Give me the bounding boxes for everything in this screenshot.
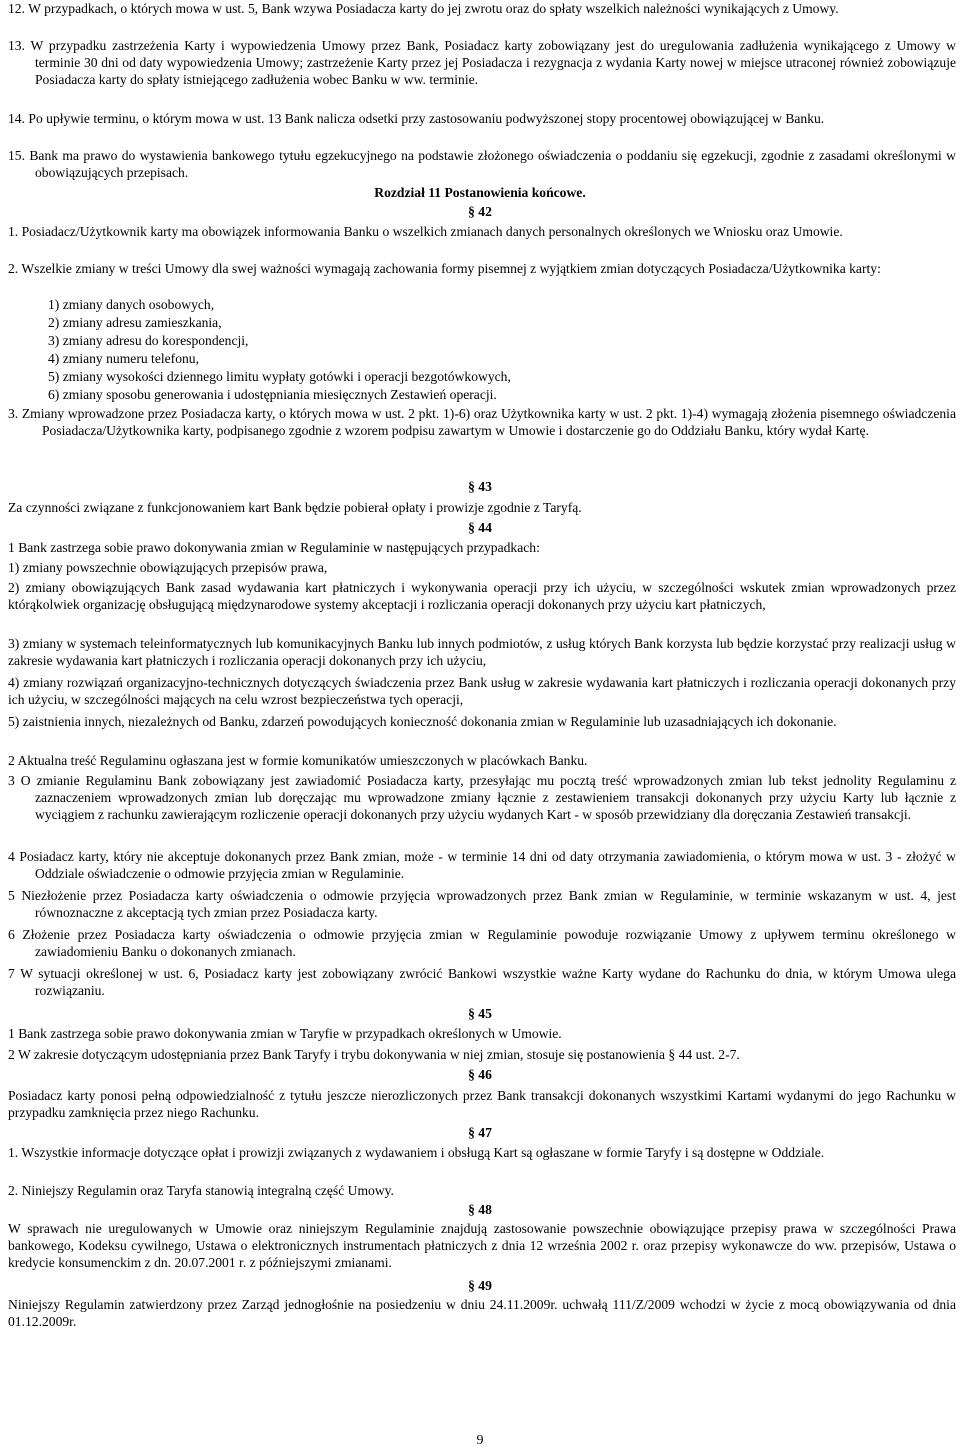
section-48-text: W sprawach nie uregulowanych w Umowie oraz niniejszym Regulaminie znajdują zastosowanie powszechnie obowiązujące przepisy prawa w szczególności Prawa bankowego, Kodeksu cywilnego, Ustawa o elektronicznych instrumentach płatniczych z dnia 12 września 2002 r. oraz przepisy wykonawcze do ww. przepisów, Ustawa o kredycie konsumenckim z dn. 20.07.2001 r. z późniejszymi zmianami. (8, 1221, 956, 1271)
section-44-point-3: 3 O zmianie Regulaminu Bank zobowiązany jest zawiadomić Posiadacza karty, przesyłając mu pocztą treść wprowadzonych zmian lub tekst jednolity Regulaminu z zaznaczeniem wprowadzonych zmian lub doręczając mu wprowadzone zmiany łącznie z zestawieniem transakcji dokonanych przy użyciu Karty lub łącznie z wyciągiem z rachunku zawierającym rozliczenie operacji dokonanych przy użyciu wydanych Kart - w sposób przewidziany dla doręczania Zestawień transakcji. (8, 773, 956, 823)
section-44-point-2: 2 Aktualna treść Regulaminu ogłaszana jest w formie komunikatów umieszczonych w placówkach Banku. (8, 753, 588, 768)
section-44-point-5: 5 Niezłożenie przez Posiadacza karty oświadczenia o odmowie przyjęcia wprowadzonych przez Bank zmian w Regulaminie, w terminie wskazanym w ust. 4, jest równoznaczne z akceptacją tych zmian przez Posiadacza karty. (8, 888, 956, 921)
list-item: 5) zmiany wysokości dziennego limitu wypłaty gotówki i operacji bezgotówkowych, (48, 369, 511, 384)
paragraph-12: 12. W przypadkach, o których mowa w ust. 5, Bank wzywa Posiadacza karty do jej zwrotu oraz do spłaty wszelkich należności wynikających z Umowy. (8, 1, 839, 16)
section-47-point-2: 2. Niniejszy Regulamin oraz Taryfa stanowią integralną część Umowy. (8, 1183, 394, 1198)
list-item: 2) zmiany adresu zamieszkania, (48, 315, 222, 330)
section-43-text: Za czynności związane z funkcjonowaniem kart Bank będzie pobierał opłaty i prowizje zgodnie z Taryfą. (8, 500, 582, 515)
paragraph-15: 15. Bank ma prawo do wystawienia bankowego tytułu egzekucyjnego na podstawie złożonego oświadczenia o poddaniu się egzekucji, zgodnie z zasadami określonymi w obowiązujących przepisach. (8, 148, 956, 181)
section-49-heading: § 49 (468, 1278, 492, 1293)
section-45-heading: § 45 (468, 1006, 492, 1021)
section-44-item-5: 5) zaistnienia innych, niezależnych od Banku, zdarzeń powodujących konieczność dokonania zmian w Regulaminie lub uzasadniających ich dokonanie. (8, 714, 837, 729)
section-44-point-4: 4 Posiadacz karty, który nie akceptuje dokonanych przez Bank zmian, może - w terminie 14 dni od daty otrzymania zawiadomienia, o którym mowa w ust. 3 - złożyć w Oddziale oświadczenie o odmowie przyjęcia zmian w Regulaminie. (8, 849, 956, 882)
section-42-point-1: 1. Posiadacz/Użytkownik karty ma obowiązek informowania Banku o wszelkich zmianach danych personalnych określonych we Wniosku oraz Umowie. (8, 224, 843, 239)
list-item: 4) zmiany numeru telefonu, (48, 351, 199, 366)
section-47-heading: § 47 (468, 1125, 492, 1140)
section-43-heading: § 43 (468, 479, 492, 494)
paragraph-14: 14. Po upływie terminu, o którym mowa w ust. 13 Bank nalicza odsetki przy zastosowaniu podwyższonej stopy procentowej obowiązującej w Banku. (8, 111, 825, 126)
paragraph-13: 13. W przypadku zastrzeżenia Karty i wypowiedzenia Umowy przez Bank, Posiadacz karty zobowiązany jest do uregulowania zadłużenia wynikającego z Umowy w terminie 30 dni od daty wypowiedzenia Umowy; zastrzeżenie Karty przez jej Posiadacza i rezygnacja z wydania Karty nowej w miejsce utraconej również zobowiązuje Posiadacza karty do spłaty istniejącego zadłużenia wobec Banku w ww. terminie. (8, 38, 956, 88)
section-44-intro: 1 Bank zastrzega sobie prawo dokonywania zmian w Regulaminie w następujących przypadkach: (8, 540, 540, 555)
section-45-point-2: 2 W zakresie dotyczącym udostępniania przez Bank Taryfy i trybu dokonywania w niej zmian, stosuje się postanowienia § 44 ust. 2-7. (8, 1047, 740, 1062)
section-46-heading: § 46 (468, 1067, 492, 1082)
section-49-text: Niniejszy Regulamin zatwierdzony przez Zarząd jednogłośnie na posiedzeniu w dniu 24.11.2009r. uchwałą 111/Z/2009 wchodzi w życie z mocą obowiązywania od dnia 01.12.2009r. (8, 1297, 956, 1330)
section-47-point-1: 1. Wszystkie informacje dotyczące opłat i prowizji związanych z wydawaniem i obsługą Kart są ogłaszane w formie Taryfy i są dostępne w Oddziale. (8, 1145, 825, 1160)
section-44-item-3: 3) zmiany w systemach teleinformatycznych lub komunikacyjnych Banku lub innych podmiotów, z usług których Bank korzysta lub będzie korzystać przy realizacji usług w zakresie wydawania kart płatniczych i rozliczania operacji dokonanych przy ich użyciu, (8, 636, 956, 669)
chapter-title: Rozdział 11 Postanowienia końcowe. (374, 185, 586, 200)
section-42-point-2: 2. Wszelkie zmiany w treści Umowy dla swej ważności wymagają zachowania formy pisemnej z wyjątkiem zmian dotyczących Posiadacza/Użytkownika karty: (8, 261, 881, 276)
section-45-point-1: 1 Bank zastrzega sobie prawo dokonywania zmian w Taryfie w przypadkach określonych w Umowie. (8, 1026, 562, 1041)
page-number: 9 (476, 1433, 484, 1448)
section-44-heading: § 44 (468, 520, 492, 535)
section-44-item-1: 1) zmiany powszechnie obowiązujących przepisów prawa, (8, 560, 328, 575)
section-44-item-4: 4) zmiany rozwiązań organizacyjno-technicznych dotyczących świadczenia przez Bank usług w zakresie wydawania kart płatniczych i rozliczania operacji dokonanych przy ich użyciu, w szczególności mających na celu wzrost bezpieczeństwa tych operacji, (8, 675, 956, 708)
section-44-point-6: 6 Złożenie przez Posiadacza karty oświadczenia o odmowie przyjęcia zmian w Regulaminie powoduje rozwiązanie Umowy z upływem terminu określonego w zawiadomieniu Banku o dokonanych zmianach. (8, 927, 956, 960)
section-48-heading: § 48 (468, 1202, 492, 1217)
list-item: 1) zmiany danych osobowych, (48, 297, 215, 312)
section-44-point-7: 7 W sytuacji określonej w ust. 6, Posiadacz karty jest zobowiązany zwrócić Bankowi wszystkie ważne Karty wydane do Rachunku do dnia, w którym Umowa ulega rozwiązaniu. (8, 966, 956, 999)
list-item: 3) zmiany adresu do korespondencji, (48, 333, 249, 348)
section-42-point-3: 3. Zmiany wprowadzone przez Posiadacza karty, o których mowa w ust. 2 pkt. 1)-6) oraz Użytkownika karty w ust. 2 pkt. 1)-4) wymagają złożenia pisemnego oświadczenia Posiadacza/Użytkownika karty, podpisanego zgodnie z wzorem podpisu zawartym w Umowie i dostarczenie go do Oddziału Banku, który wydał Kartę. (8, 406, 956, 439)
list-item: 6) zmiany sposobu generowania i udostępniania miesięcznych Zestawień operacji. (48, 387, 497, 402)
section-42-heading: § 42 (468, 204, 492, 219)
section-44-item-2: 2) zmiany obowiązujących Bank zasad wydawania kart płatniczych i wykonywania operacji przy ich użyciu, w szczególności wskutek zmian wprowadzonych przez którąkolwiek organizację obsługującą międzynarodowe systemy akceptacji i rozliczania operacji dokonanych przy użyciu kart płatniczych, (8, 580, 956, 613)
section-46-text: Posiadacz karty ponosi pełną odpowiedzialność z tytułu jeszcze nierozliczonych przez Bank transakcji dokonanych wszystkimi Kartami wydanymi do jego Rachunku w przypadku zamknięcia przez niego Rachunku. (8, 1088, 956, 1121)
